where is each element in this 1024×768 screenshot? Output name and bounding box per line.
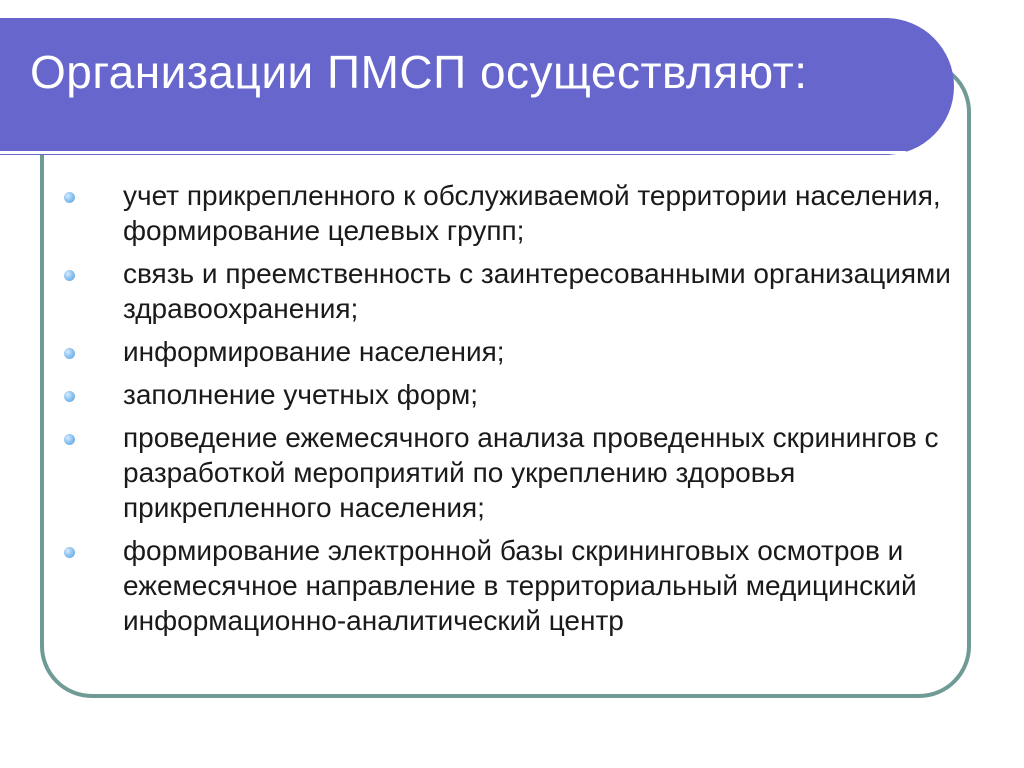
bullet-text: заполнение учетных форм; bbox=[123, 379, 478, 410]
bullet-text: связь и преемственность с заинтересованными организациями здравоохранения; bbox=[123, 258, 951, 324]
bullet-icon bbox=[64, 270, 75, 281]
bullet-icon bbox=[64, 434, 75, 445]
list-item bbox=[62, 533, 962, 638]
bullet-text: информирование населения; bbox=[123, 336, 505, 367]
slide-title: Организации ПМСП осуществляют: bbox=[30, 46, 808, 98]
bullet-text: формирование электронной базы скрининговых осмотров и ежемесячное направление в территориальный медицинский информационно-аналитический центр bbox=[123, 535, 917, 636]
title-band bbox=[0, 18, 954, 155]
list-item bbox=[62, 420, 962, 525]
list-item bbox=[62, 377, 962, 412]
title-underline bbox=[0, 151, 906, 154]
bullet-text: учет прикрепленного к обслуживаемой территории населения, формирование целевых групп; bbox=[123, 180, 941, 246]
list-item bbox=[62, 178, 962, 248]
bullet-list bbox=[62, 178, 962, 646]
bullet-text: проведение ежемесячного анализа проведенных скринингов с разработкой мероприятий по укреплению здоровья прикрепленного населения; bbox=[123, 422, 939, 523]
list-item bbox=[62, 256, 962, 326]
bullet-icon bbox=[64, 348, 75, 359]
list-item bbox=[62, 334, 962, 369]
bullet-icon bbox=[64, 192, 75, 203]
bullet-icon bbox=[64, 391, 75, 402]
bullet-icon bbox=[64, 547, 75, 558]
